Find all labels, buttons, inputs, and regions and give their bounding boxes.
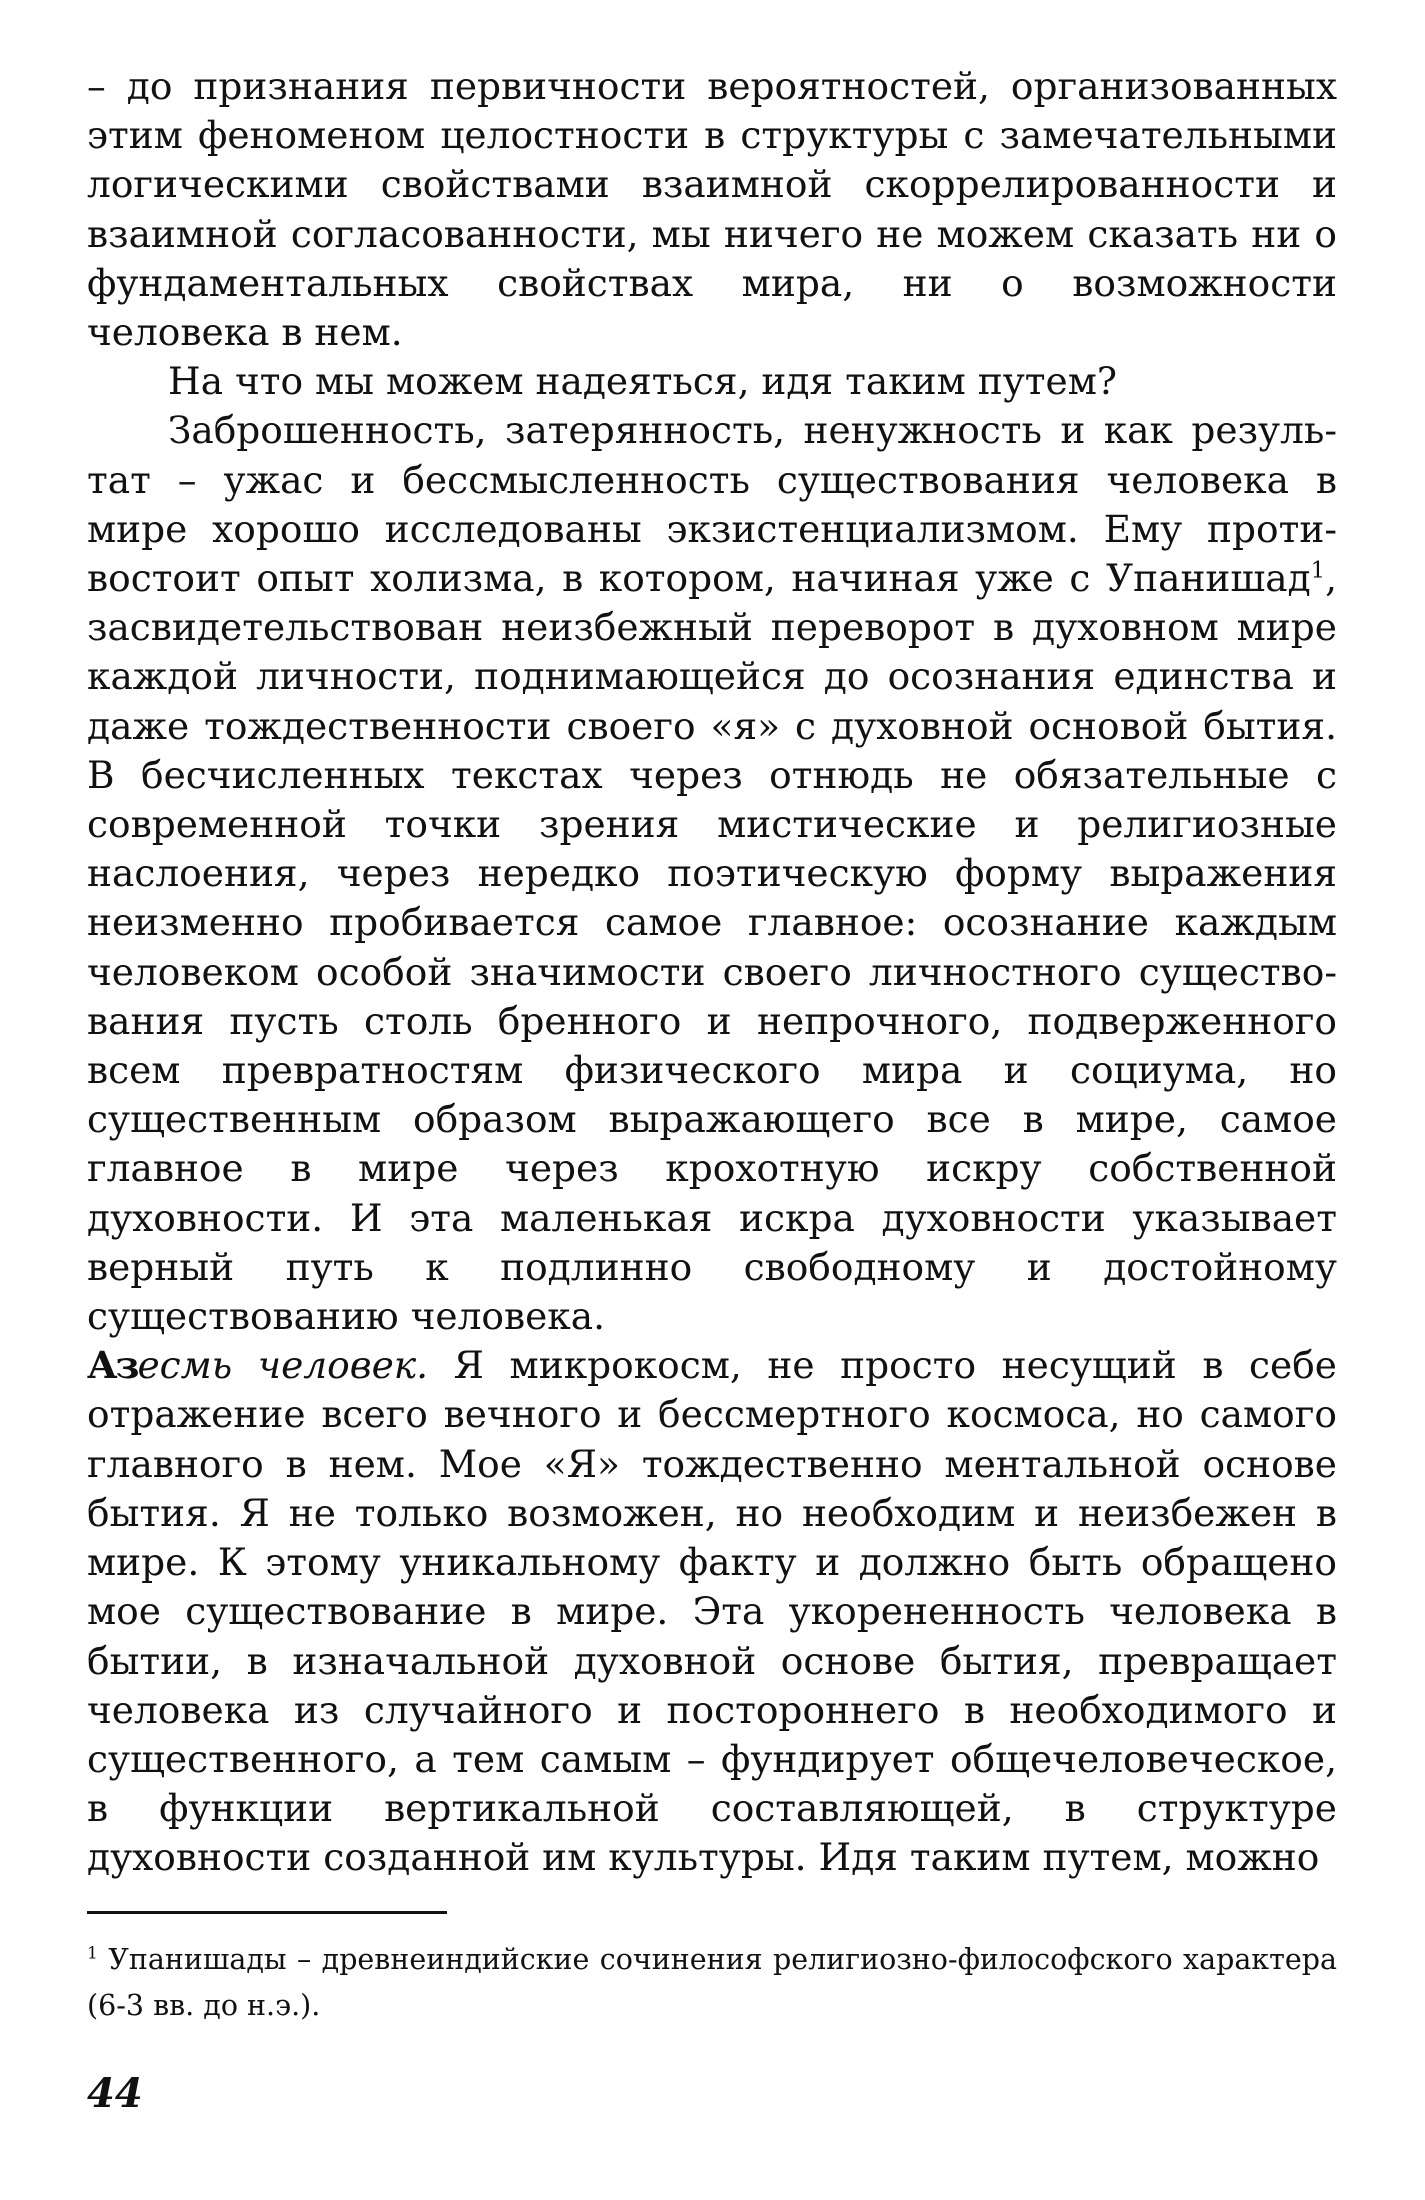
paragraph-3-part-1: Заброшенность, затерянность, ненужность и как результат – ужас и бессмысленность существования человека в мире хорошо исследованы экзистенциализмом. Ему противостоит опыт холизма, в котором, начиная уже с Упанишад bbox=[87, 408, 1337, 601]
paragraph-3 bbox=[87, 406, 1337, 1341]
footnote-rule bbox=[87, 1911, 447, 1914]
paragraph-4 bbox=[87, 1341, 1337, 1882]
page-body bbox=[87, 62, 1337, 1883]
footnote-text: Упанишады – древнеиндийские сочинения религиозно-философского характера (6-3 вв. до н.э.). bbox=[87, 1943, 1337, 2022]
paragraph-1: – до признания первичности вероятностей, организованных этим феноменом целостности в структуры с замечательными логическими свойствами взаимной скоррелированности и взаимной согласованности, мы ничего не можем сказать ни о фундаментальных свойствах мира, ни о возможности человека в нем. bbox=[87, 64, 1337, 355]
main-text bbox=[87, 62, 1337, 1883]
paragraph-4-italic-lead: есмь человек. bbox=[137, 1343, 429, 1388]
paragraph-2: На что мы можем надеяться, идя таким путем? bbox=[168, 359, 1117, 404]
handwritten-correction: Аз bbox=[87, 1343, 138, 1388]
footnote-reference: 1 bbox=[1310, 557, 1326, 584]
paragraph-3-part-2: , засвидетельствован неизбежный переворот в духовном мире каждой личности, поднимающейся до осознания единства и даже тождественности своего «я» с духовной основой бытия. В бесчисленных текстах через отнюдь не обязательные с современной точки зрения мистические и религиозные наслоения, через нередко поэтическую форму выражения неизменно пробивается самое главное: осознание каждым человеком особой значимости своего личностного существования пусть столь бренного и непрочного, подверженного всем превратностям физического мира и социума, но существенным образом выражающего все в мире, самое главное в мире через крохотную искру собственной духовности. И эта маленькая искра духовности указывает верный путь к подлинно свободному и достойному существованию человека. bbox=[87, 556, 1337, 1339]
footnote-marker: 1 bbox=[87, 1943, 98, 1964]
paragraph-4-rest: Я микрокосм, не просто несущий в себе отражение всего вечного и бессмертного космоса, но самого главного в нем. Мое «Я» тождественно ментальной основе бытия. Я не только возможен, но необходим и неизбежен в мире. К этому уникальному факту и должно быть обращено мое существование в мире. Эта укорененность человека в бытии, в изначальной духовной основе бытия, превращает человека из случайного и постороннего в необходимого и существенного, а тем самым – фундирует общечеловеческое, в функции вертикальной составляющей, в структуре духовности созданной им культуры. Идя таким путем, можно bbox=[87, 1343, 1337, 1880]
footnote bbox=[87, 1937, 1337, 2029]
page-number: 44 bbox=[87, 2070, 143, 2117]
